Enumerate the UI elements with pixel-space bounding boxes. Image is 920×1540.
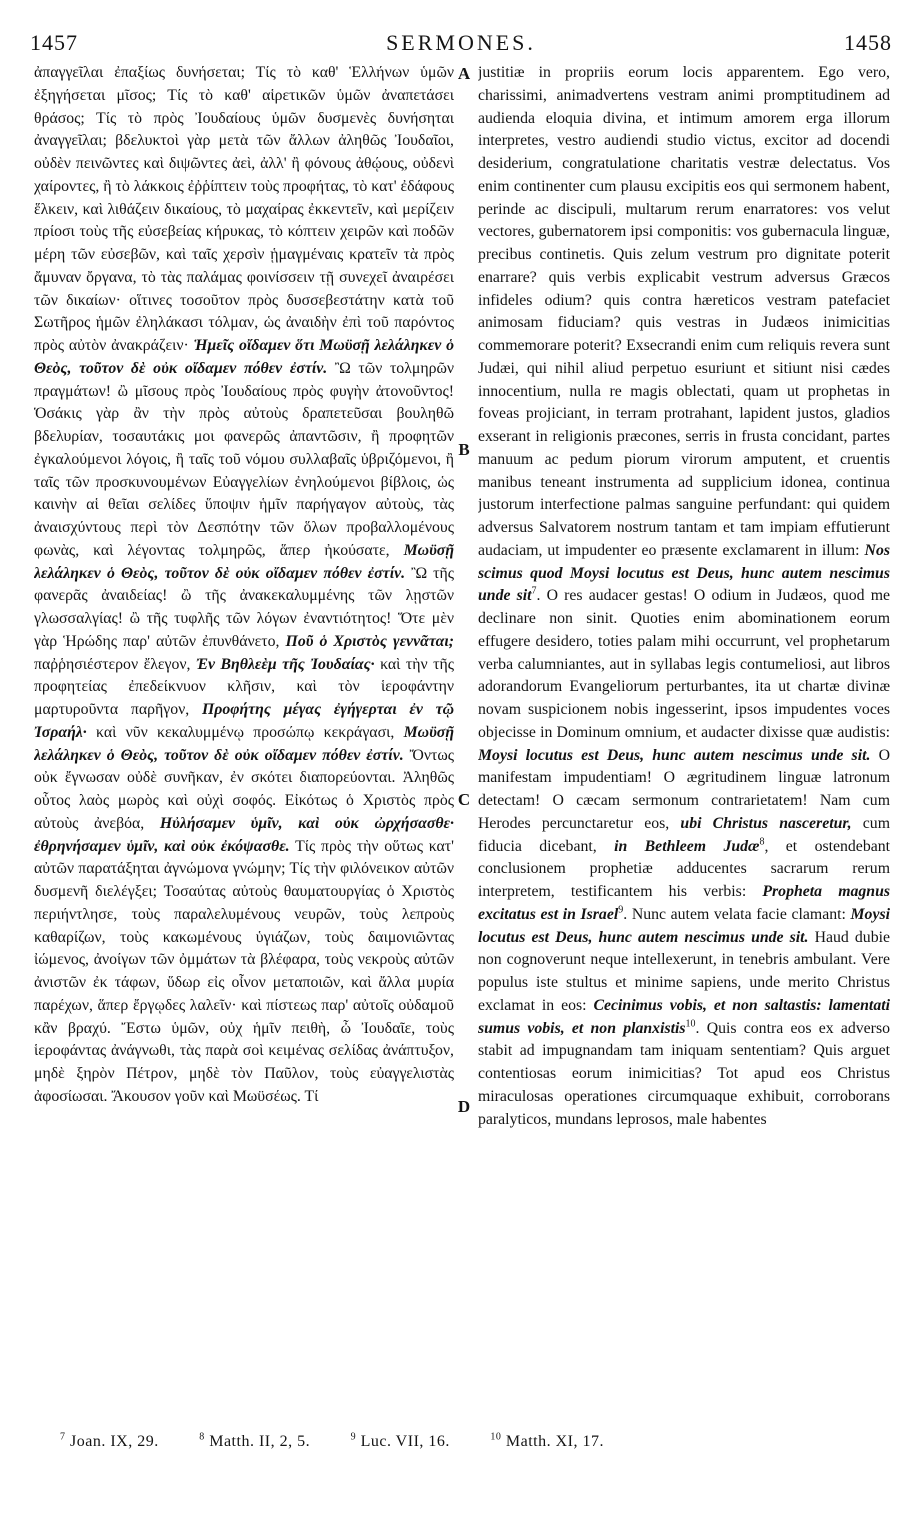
footnote-ref: 10 (685, 1018, 696, 1030)
footnote-reference: Luc. VII, 16. (360, 1433, 450, 1451)
greek-text-segment: Ὄντως οὐκ ἔγνωσαν οὐδὲ συνῆκαν, ἐν σκότει διαπορεύονται. Ἀληθῶς οὗτος λαὸς μωρὸς καὶ οὐχὶ σοφός. Εἰκότως ὁ Χριστὸς πρὸς αὐτοὺς ἀνεβόα, (34, 746, 454, 832)
footnote (351, 1433, 468, 1450)
footnote-reference: Joan. IX, 29. (70, 1433, 159, 1451)
footnote-reference: Matth. II, 2, 5. (209, 1433, 311, 1451)
latin-text-segment: Haud dubie non cognoverunt neque intellexerunt, in tenebris ambulant. Vere populus iste stultus et minime sapiens, unde merito Christus exclamat in eos: (478, 928, 890, 1014)
greek-quote: Ἐν Βηθλεὲμ τῆς Ἰουδαίας· (195, 655, 375, 673)
latin-text-segment: . Quis contra eos ex adverso stabit ad impugnandam tam iniquam sententiam? Quis arguet contentiosas eorum inimicitias? Tot apud eos Christus miraculosas operationes circumquaque exhibuit, corroborans paralyticos, mundans leprosos, male habentes (478, 1019, 890, 1128)
footnote (490, 1433, 622, 1450)
greek-quote: Προφήτης μέγας ἐγήγερται ἐν τῷ Ἰσραήλ· (34, 701, 454, 741)
greek-quote: Μωϋσῇ λελάληκεν ὁ Θεὸς, τοῦτον δὲ οὐκ οἴδαμεν πόθεν ἐστίν. (34, 541, 454, 582)
footnote-number: 9 (350, 1432, 357, 1443)
footnote (199, 1433, 328, 1450)
footnote-ref: 9 (618, 904, 624, 916)
footnote-ref: 7 (531, 585, 537, 597)
latin-quote: Moysi locutus est Deus, hunc autem nescimus unde sit. (478, 746, 871, 764)
greek-text-segment: παῤῥησιέστερον ἔλεγον, (34, 655, 191, 673)
greek-text-segment: καὶ τὴν τῆς προφητείας ἐπεδείκνυον κλῆσιν, καὶ τὸν ἱεροφάντην μαρτυροῦντα παρῆγον, (34, 655, 454, 718)
latin-quote: in Bethleem Judæ (614, 837, 760, 855)
latin-text-segment: O manifestam impudentiam! O ægritudinem linguæ latronum detectam! O cæcam sermonum contrarietatem! Nam cum Herodes percunctaretur eos, (478, 746, 890, 832)
footnote-reference: Matth. XI, 17. (505, 1433, 604, 1451)
latin-quote: Propheta magnus excitatus est in Israel (478, 883, 890, 923)
greek-text-segment: Ὢ τῆς φανερᾶς ἀναιδείας! ὢ τῆς ἀνακεκαλυμμένης τῶν λῃστῶν γλωσσαλγίας! ὢ τῆς τυφλῆς τῶν λόγων ἐναντιότητος! Ὅτε μὲν γὰρ Ἡρώδης παρ' αὐτῶν ἐπυνθάνετο, (34, 564, 454, 650)
footnote (60, 1433, 177, 1450)
greek-text-segment: ἀπαγγεῖλαι ἐπαξίως δυνήσεται; Τίς τὸ καθ' Ἑλλήνων ὑμῶν ἐξηγήσεται μῖσος; Τίς τὸ καθ' αἱρετικῶν ὑμῶν ἀναπετάσει θράσος; Τίς τὸ πρὸς Ἰουδαίους ὑμῶν δυσμενὲς δυνήσηται ἀναγγεῖλαι; βδελυκτοὶ γὰρ μετὰ τῶν ἄλλων ἀληθῶς Ἰουδαῖοι, οὐδὲν πεινῶντες καὶ διψῶντες ἀεὶ, ἀλλ' ἢ φόνους ἀθῴους, οὐδενὶ χαίροντες, ἢ τὸ λάκκοις ἐῤῥίπτειν τοὺς προφήτας, τὸ κατ' ἐδάφους ἕλκειν, καὶ λιθάζειν δικαίους, τὸ μαχαίρας ἐκκεντεῖν, καὶ μερίζειν πρίοσι τοὺς τῆς εὐσεβείας κήρυκας, τὸ κόπτειν χειρῶν καὶ ποδῶν μέρη τῶν εὐσεβῶν, καὶ ταῖς χερσὶν ᾑμαγμέναις κρατεῖν τὰ πρὸς ἄμυναν ὄργανα, τὸ τὰς παλάμας φοινίσσειν τῇ συνεχεῖ ἀναιρέσει τῶν δικαίων· οἵτινες τοσοῦτον πρὸς δυσσεβεστάτην κατὰ τοῦ Σωτῆρος ἡμῶν ἐληλάκασι τόλμαν, ὡς ἀναιδὴν ἐπὶ τοῦ παρόντος πρὸς αὐτὸν ἀνακράζειν· (34, 64, 454, 354)
latin-text-segment: . Nunc autem velata facie clamant: (623, 905, 846, 923)
footnote-number: 8 (199, 1432, 205, 1443)
greek-quote: Μωϋσῇ λελάληκεν ὁ Θεὸς, τοῦτον δὲ οὐκ οἴδαμεν πόθεν ἐστίν. (34, 723, 454, 764)
latin-quote: ubi Christus nasceretur, (680, 814, 852, 832)
latin-quote: Moysi locutus est Deus, hunc autem nescimus unde sit. (478, 905, 890, 946)
greek-text (34, 62, 454, 1109)
latin-text-segment: cum fiducia dicebant, (478, 814, 890, 855)
greek-text-segment: Ὢ τῶν τολμηρῶν πραγμάτων! ὢ μῖσους πρὸς Ἰουδαίους πρὸς φυγὴν ἀτονοῦντος! Ὁσάκις γὰρ ἂν τὴν πρὸς αὐτοὺς δραπετεῦσαι βουληθῶ βδελυρίαν, τοσαυτάκις μοι φανερῶς ἀπαντῶσιν, ἢ προφητῶν ἐγκαλούμενοι λόγοις, ἢ ταῖς τοῦ νόμου συλλαβαῖς ὑβριζόμενοι, ἢ ταῖς τῶν προσκυνουμένων Εὐαγγελίων ἐνηλούμενοι βίβλοις, ὡς καινὴν αἱ θεῖαι σελίδες ὕποψιν ἡμῖν παρήγαγον αὐτοὺς, τὰς ἀναισχύντους περὶ τὸν Δεσπότην τῶν ὅλων προβαλλομένους φωνὰς, καὶ λέγοντας τολμηρῶς, ἅπερ ἠκούσατε, (34, 359, 454, 559)
latin-text-segment: justitiæ in propriis eorum locis apparentem. Ego vero, charissimi, animadvertens vestram animi promptitudinem ad audienda eloquia divina, et intimum amorem erga illorum interpretes, vestro audiendi studio victus, excitor ad docendi desiderium, congratulatione charitatis vestræ delectatus. Vos enim continenter cum plausu excipitis eos qui sermonem habent, perinde ac discipuli, multarum rerum enarratores: vos velut vectores, gubernatorem ipsi componitis: vos gubernacula linguæ, precibus continetis. Quis zelum vestrum pro dignitate poterit enarrare? quis verbis explicabit vestrum adversus Græcos infideles odium? quis contra hæreticos vestram patefaciet animosam fiduciam? quis vestras in Judæos inimicitias commemorare poterit? Exsecrandi enim cum reliquis revera sunt Judæi, qui nihil aliud perpetuo esuriunt et sitiunt nisi cædes innocentium, nulla re magis oblectati, quam ut prophetas in foveas projiciant, in terram protrahant, lapident justos, gladios exserant in religionis præcones, serris in frusta concidant, partes manuum ac pedum piorum virorum amputent, et cruentis manibus teneant instrumenta ad supplicium idonea, continua justorum interfectione palmas sanguine perfundant: qui quidem adversus Salvatorem nostrum tantam et tam impiam effutierunt audaciam, ut impudenter eo præsente exclamarent in illum: (478, 64, 890, 559)
footnote-number: 7 (60, 1432, 66, 1443)
greek-quote: Ἡμεῖς οἴδαμεν ὅτι Μωϋσῇ λελάληκεν ὁ Θεὸς, τοῦτον δὲ οὐκ οἴδαμεν πόθεν ἐστίν. (34, 337, 454, 377)
latin-quote: Nos scimus quod Moysi locutus est Deus, hunc autem nescimus unde sit (478, 541, 890, 605)
section-marker-a: A (457, 64, 471, 83)
footnotes (60, 1432, 880, 1451)
greek-quote: Ποῦ ὁ Χριστὸς γεννᾶται; (285, 632, 454, 650)
greek-column (34, 62, 454, 1402)
latin-text-segment: O res audacer gestas! O odium in Judæos, quod me declinare non sinit. Quoties enim abominationem eorum effugere desidero, toties palam mihi occurrunt, vel prophetarum verba calumniantes, aut in syllabas legis contumeliosi, aut libros adorandorum Evangeliorum perturbantes, ita ut chartæ divinæ novam suspicionem nobis ingesserint, ipsos impudentes voces objecisse in Dominum omnium, et audacter dixisse quæ audistis: (478, 587, 890, 741)
latin-text-segment: , et ostendebant conclusionem prophetiæ adducentes sacrarum rerum interpretem, testificantem his verbis: (478, 837, 890, 900)
left-page-number: 1457 (30, 30, 78, 55)
footnote-ref: 8 (759, 836, 765, 848)
latin-text: justitiæ in propriis eorum locis apparentem. Ego vero, charissimi, animadvertens vestram animi promptitudinem ad audienda eloquia divina, et intimum amorem erga illorum interpretes, vestro audiendi studio victus, excitor ad docendi desiderium, congratulatione charitatis vestræ delectatus. Vos enim continenter cum plausu excipitis eos qui sermonem habent, perinde ac discipuli, multarum rerum enarratores: vos velut vectores, gubernatorem ipsi componitis: vos gubernacula linguæ, precibus continetis. Quis zelum vestrum pro dignitate poterit enarrare? quis verbis explicabit vestrum adversus Græcos infideles odium? quis contra hæreticos vestram patefaciet animosam fiduciam? quis vestras in Judæos inimicitias commemorare poterit? Exsecrandi enim cum reliquis revera sunt Judæi, qui nihil aliud perpetuo esuriunt et sitiunt nisi cædes innocentium, nulla re magis oblectati, quam ut prophetas in foveas projiciant, in terram protrahant, lapident justos, gladios exserant in religionis præcones, serris in frusta concidant, partes manuum ac pedum piorum virorum amputent, et cruentis manibus teneant instrumenta ad supplicium idonea, continua justorum interfectione palmas sanguine perfundant: qui quidem adversus Salvatorem nostrum tantam et tam impiam effutierunt audaciam, ut impudenter eo præsente exclamarent in illum: Nos scimus quod Moysi locutus est Deus, hunc autem nescimus unde sit$^7$. O res audacer gestas! O odium in Judæos, quod me declinare non sinit. Quoties enim abominationem eorum effugere desidero, toties palam mihi occurrunt, vel prophetarum verba calumniantes, aut in syllabas legis contumeliosi, aut libros adorandorum Evangeliorum perturbantes, ita ut chartæ divinæ novam suspicionem nobis ingesserint, ipsos impudentes voces objecisse in Dominum omnium, et audacter dixisse quæ audistis: Moysi locutus est Deus, hunc autem nescimus unde sit. O manifestam impudentiam! O ægritudinem linguæ latronum detectam! O cæcam sermonum contrarietatem! Nam cum Herodes percunctaretur eos, ubi Christus nasceretur, cum fiducia dicebant, in Bethleem Judæ$^8$, et ostendebant conclusionem prophetiæ adducentes sacrarum rerum interpretem, testificantem his verbis: Propheta magnus excitatus est in Israel$^9$. Nunc autem velata facie clamant: Moysi locutus est Deus, hunc autem nescimus unde sit. Haud dubie non cognoverunt neque intellexerunt, in tenebris ambulant. Vere populus iste stultus et minime sapiens, unde merito Christus exclamat in eos: Cecinimus vobis, et non saltastis: lamentati sumus vobis, et non planxistis$^{10}$. Quis contra eos ex adverso stabit ad impugnandam tam iniquam sententiam? Quis arguet contentiosas eorum inimicitias? Tot apud eos Christus miraculosas operationes circumquaque exhibuit, corroborans paralyticos, mundans leprosos, male habentes (478, 64, 890, 1128)
greek-text-segment: καὶ νῦν κεκαλυμμένῳ προσώπῳ κεκράγασι, (96, 723, 395, 741)
footnote-number: 10 (490, 1432, 502, 1443)
section-marker-b: B (458, 440, 470, 459)
section-marker-d: D (457, 1097, 471, 1116)
latin-column (478, 62, 890, 1402)
greek-quote: Ηὐλήσαμεν ὑμῖν, καὶ οὐκ ὠρχήσασθε· ἐθρηνήσαμεν ὑμῖν, καὶ οὐκ ἐκόψασθε. (34, 814, 454, 855)
greek-text-segment: Τίς πρὸς τὴν οὕτως κατ' αὐτῶν παρατάξηται ἀγνώμονα γνώμην; Τίς τὴν φιλόνεικον αὐτῶν δυσμενῆ διελέγξει; Τοσαύτας αὐτοὺς θαυματουργίας ὁ Χριστὸς περιήντλησε, τοὺς παραλελυμένους νευρῶν, τοὺς λεπροὺς καθαρίζων, τοὺς κακωμένους ὑγιάζων, τοὺς δαιμονιῶντας ἰώμενος, ἀνοίγων τῶν ὀμμάτων τὰ βλέφαρα, τοὺς νεκροὺς αὐτῶν ἀνιστῶν ἐκ τάφων, ὕδωρ εἰς οἶνον μεταποιῶν, καὶ ἄλλα μυρία παρέχων, ἅπερ ἔργῳδες λαλεῖν· καὶ πίστεως παρ' αὐτοῖς οὐδαμοῦ κἂν βραχύ. Ἔστω ὑμῶν, οὐχ ἡμῖν πειθὴ, ὦ Ἰουδαῖε, τοὺς ἱεροφάντας ἀνάγνωθι, τὰς παρὰ σοὶ κειμένας σελίδας ἀνάπτυξον, μηδὲ ξηρὸν Πέτρον, μηδὲ τὸν Παῦλον, τοὺς εὐαγγελιστὰς ἀφοσίωσαι. Ἄκουσον γοῦν καὶ Μωϋσέως. Τί (34, 837, 454, 1105)
right-page-number: 1458 (844, 30, 892, 55)
latin-quote: Cecinimus vobis, et non saltastis: lamentati sumus vobis, et non planxistis (478, 996, 890, 1037)
running-title: SERMONES. (386, 30, 536, 55)
running-header (30, 30, 892, 58)
section-marker-c: C (457, 790, 471, 809)
